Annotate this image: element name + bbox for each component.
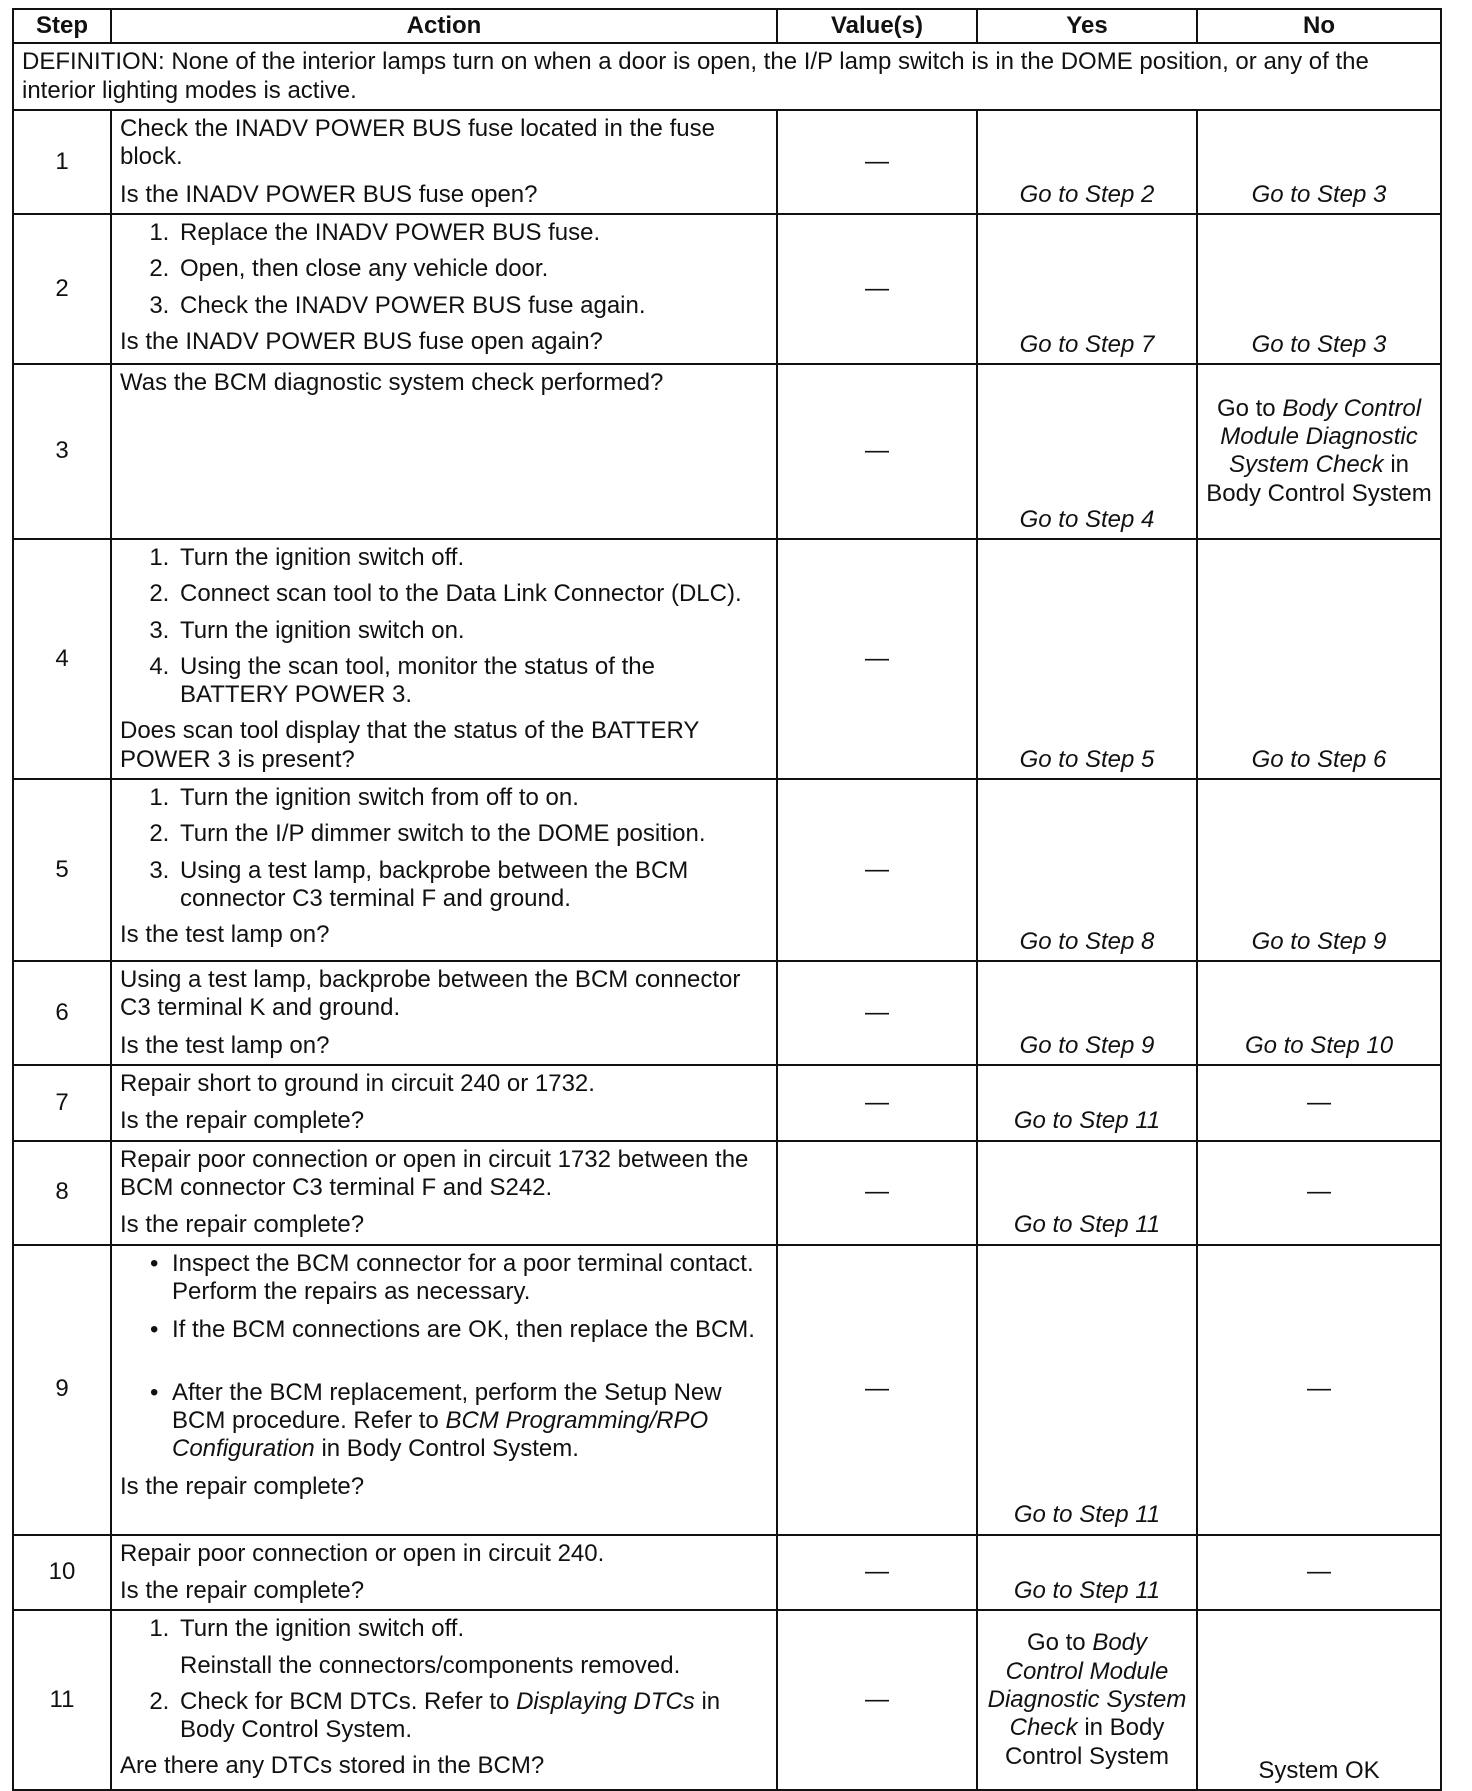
action-cell: [111, 539, 777, 779]
yes-prefix: Go to: [1026, 1629, 1086, 1657]
no-cell: Go to Step 3: [1197, 110, 1441, 214]
value-cell: —: [777, 110, 977, 214]
no-cell: —: [1197, 1535, 1441, 1611]
value-cell: —: [777, 539, 977, 779]
value-cell: —: [777, 1141, 977, 1245]
action-text: Repair short to ground in circuit 240 or 1732.: [120, 1070, 595, 1097]
action-list: [120, 544, 768, 710]
value-cell: —: [777, 1065, 977, 1141]
step-number: 10: [13, 1535, 111, 1611]
no-cell: Go to Step 10: [1197, 961, 1441, 1065]
diagnostic-table: [12, 8, 1442, 1791]
table-row: [13, 961, 1441, 1065]
action-question: Is the repair complete?: [120, 1211, 365, 1239]
bullet-item: • If the BCM connections are OK, then replace the BCM.: [172, 1316, 768, 1344]
action-question: Is the INADV POWER BUS fuse open?: [120, 180, 538, 208]
no-suffix: in Body Control System: [1206, 451, 1432, 507]
yes-cell: Go to Step 11: [977, 1245, 1197, 1535]
list-item: 3. Turn the ignition switch on.: [176, 617, 768, 645]
step-number: 8: [13, 1141, 111, 1245]
table-row: [13, 779, 1441, 961]
list-item: 1. Turn the ignition switch from off to on.: [176, 784, 768, 812]
step-number: 9: [13, 1245, 111, 1535]
yes-cell: Go to Step 8: [977, 779, 1197, 961]
reference-link[interactable]: Body Control Module Diagnostic System Check: [987, 1629, 1187, 1742]
action-question: Is the INADV POWER BUS fuse open again?: [120, 327, 603, 355]
step-number: 7: [13, 1065, 111, 1141]
no-cell: Go to Step 6: [1197, 539, 1441, 779]
action-cell: [111, 1141, 777, 1245]
action-list: [120, 784, 768, 913]
action-cell: [111, 1610, 777, 1790]
step-number: 5: [13, 779, 111, 961]
value-cell: —: [777, 961, 977, 1065]
action-question: Is the repair complete?: [120, 1107, 365, 1135]
value-cell: —: [777, 214, 977, 364]
yes-cell: Go to Step 11: [977, 1065, 1197, 1141]
no-cell: —: [1197, 1141, 1441, 1245]
action-list: [120, 1615, 768, 1744]
list-item: [176, 1615, 768, 1680]
no-cell: System OK: [1197, 1610, 1441, 1790]
action-question: Are there any DTCs stored in the BCM?: [120, 1752, 545, 1780]
action-question: Was the BCM diagnostic system check performed?: [120, 368, 664, 396]
list-item-text: Turn the ignition switch off.: [180, 1615, 465, 1643]
action-cell: [111, 1245, 777, 1535]
yes-cell: Go to Step 5: [977, 539, 1197, 779]
list-item: 1. Turn the ignition switch off.: [176, 544, 768, 572]
definition-text: DEFINITION: None of the interior lamps turn on when a door is open, the I/P lamp switch is in the DOME position, or any of the interior lighting modes is active.: [13, 43, 1441, 110]
value-cell: —: [777, 1610, 977, 1790]
header-no: No: [1197, 9, 1441, 43]
value-cell: —: [777, 779, 977, 961]
action-cell: [111, 1535, 777, 1611]
reference-link[interactable]: Body Control Module Diagnostic System Check: [1220, 394, 1422, 479]
table-row: [13, 1141, 1441, 1245]
action-text: Repair poor connection or open in circuit 240.: [120, 1539, 605, 1567]
list-item: 2. Turn the I/P dimmer switch to the DOME position.: [176, 820, 768, 848]
table-row: [13, 1610, 1441, 1790]
value-cell: —: [777, 1535, 977, 1611]
value-cell: —: [777, 1245, 977, 1535]
list-item: 2. Connect scan tool to the Data Link Connector (DLC).: [176, 580, 768, 608]
value-cell: —: [777, 364, 977, 539]
action-cell: [111, 961, 777, 1065]
step-number: 1: [13, 110, 111, 214]
step-number: 3: [13, 364, 111, 539]
reference-link[interactable]: BCM Programming/RPO Configuration: [172, 1406, 709, 1463]
yes-cell: Go to Step 2: [977, 110, 1197, 214]
table-row: [13, 1535, 1441, 1611]
list-item: 4. Using the scan tool, monitor the status of the BATTERY POWER 3.: [176, 653, 768, 710]
yes-cell: Go to Step 11: [977, 1141, 1197, 1245]
list-item: 1. Replace the INADV POWER BUS fuse.: [176, 219, 768, 247]
action-bullets: [120, 1250, 768, 1464]
action-text: Repair poor connection or open in circuit 1732 between the BCM connector C3 terminal F and S242.: [120, 1145, 749, 1201]
action-list: [120, 219, 768, 320]
no-cell: —: [1197, 1245, 1441, 1535]
table-row: [13, 110, 1441, 214]
bullet-item: • Inspect the BCM connector for a poor terminal contact. Perform the repairs as necessary.: [172, 1250, 768, 1307]
step-number: 4: [13, 539, 111, 779]
definition-row: [13, 43, 1441, 110]
list-item: 3. Check the INADV POWER BUS fuse again.: [176, 292, 768, 320]
no-prefix: Go to: [1216, 394, 1276, 422]
bullet-text: in Body Control System.: [321, 1435, 579, 1463]
bullet-text: After the BCM replacement, perform the Setup New BCM procedure. Refer to: [172, 1378, 722, 1434]
step-number: 2: [13, 214, 111, 364]
no-cell: Go to Step 9: [1197, 779, 1441, 961]
list-item: [176, 1688, 768, 1745]
action-cell: [111, 214, 777, 364]
list-item: 2. Open, then close any vehicle door.: [176, 255, 768, 283]
header-values: Value(s): [777, 9, 977, 43]
no-cell: —: [1197, 1065, 1441, 1141]
yes-cell: Go to Step 7: [977, 214, 1197, 364]
action-cell: [111, 110, 777, 214]
table-row: [13, 214, 1441, 364]
bullet-item: [172, 1379, 768, 1464]
action-question: Is the test lamp on?: [120, 921, 330, 949]
yes-cell: Go to Step 4: [977, 364, 1197, 539]
yes-cell: Go to Step 11: [977, 1535, 1197, 1611]
action-cell: [111, 364, 777, 539]
header-row: [13, 9, 1441, 43]
table-row: [13, 1065, 1441, 1141]
action-text: Using a test lamp, backprobe between the BCM connector C3 terminal K and ground.: [120, 966, 741, 1022]
yes-cell: [977, 1610, 1197, 1790]
list-item-text: Check for BCM DTCs. Refer to: [180, 1687, 510, 1715]
action-cell: [111, 779, 777, 961]
yes-suffix: in Body Control System: [1004, 1714, 1170, 1770]
header-yes: Yes: [977, 9, 1197, 43]
table-row: [13, 539, 1441, 779]
list-item-text: in Body Control System.: [180, 1687, 721, 1744]
step-number: 11: [13, 1610, 111, 1790]
list-item-subtext: Reinstall the connectors/components removed.: [180, 1651, 681, 1679]
action-cell: [111, 1065, 777, 1141]
reference-link[interactable]: Displaying DTCs: [516, 1687, 695, 1715]
no-cell: Go to Step 3: [1197, 214, 1441, 364]
no-cell: [1197, 364, 1441, 539]
list-item: 3. Using a test lamp, backprobe between the BCM connector C3 terminal F and ground.: [176, 857, 768, 914]
action-question: Is the repair complete?: [120, 1576, 365, 1604]
yes-cell: Go to Step 9: [977, 961, 1197, 1065]
action-text: Check the INADV POWER BUS fuse located in the fuse block.: [120, 114, 715, 171]
action-question: Is the repair complete?: [120, 1473, 365, 1501]
header-action: Action: [111, 9, 777, 43]
table-row: [13, 364, 1441, 539]
action-question: Does scan tool display that the status of the BATTERY POWER 3 is present?: [120, 717, 699, 773]
action-question: Is the test lamp on?: [120, 1031, 330, 1059]
step-number: 6: [13, 961, 111, 1065]
table-row: [13, 1245, 1441, 1535]
header-step: Step: [13, 9, 111, 43]
